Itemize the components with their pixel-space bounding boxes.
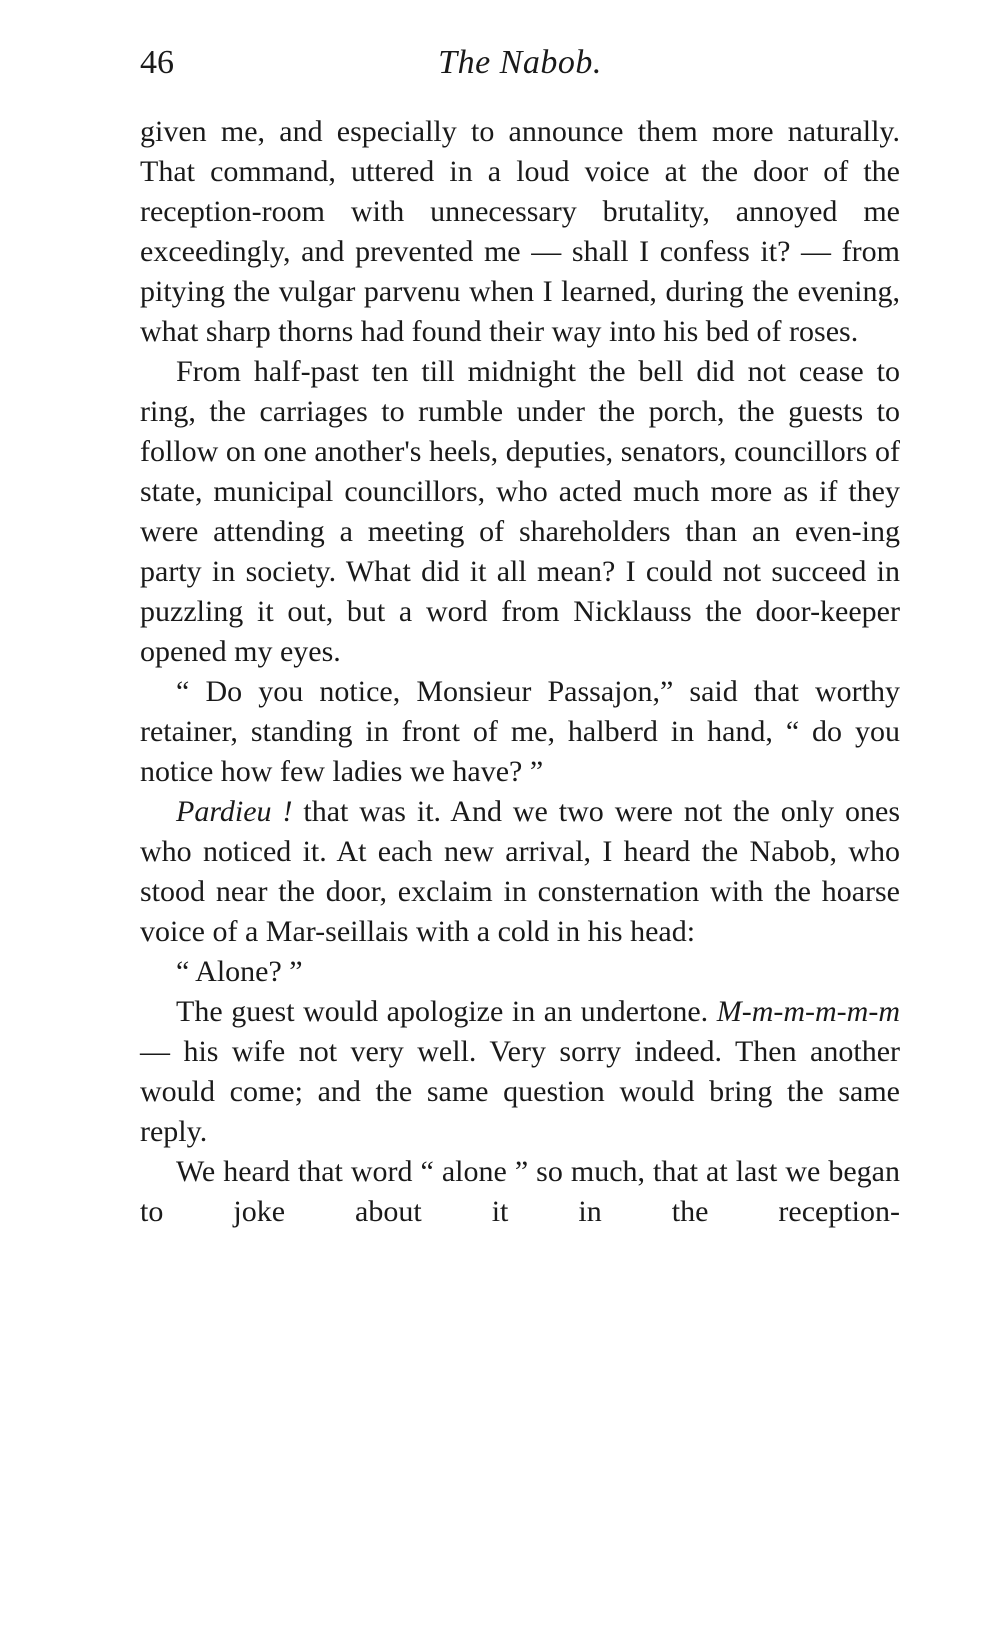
paragraph-1: given me, and especially to announce them more naturally. That command, uttered in a loud voice at the door of the reception-room with unnecessary brutality, annoyed me exceedingly, and prevented me — shall I confess it? — from pitying the vulgar parvenu when I learned, during the evening, what sharp thorns had found their way into his bed of roses. [140, 115, 900, 348]
paragraph-4-text: that was it. And we two were not the only ones who noticed it. At each new arrival, I heard the Nabob, who stood near the door, exclaim in consternation with the hoarse voice of a Mar-seillais with a cold in his head: [140, 795, 900, 948]
italic-exclamation: Pardieu ! [176, 795, 293, 828]
paragraph-7: We heard that word “ alone ” so much, that at last we began to joke about it in the reception- [140, 1155, 900, 1228]
paragraph-4 [140, 792, 900, 952]
running-title: The Nabob. [438, 44, 602, 81]
body-text [140, 112, 900, 1232]
paragraph-5: “ Alone? ” [176, 955, 303, 988]
italic-mumble: M-m-m-m-m-m [716, 995, 900, 1028]
page-header [140, 38, 900, 88]
page-number: 46 [140, 44, 174, 81]
paragraph-6 [140, 992, 900, 1152]
paragraph-6-text-after: — his wife not very well. Very sorry indeed. Then another would come; and the same question would bring the same reply. [140, 1035, 900, 1148]
paragraph-6-text-before: The guest would apologize in an undertone. [176, 995, 717, 1028]
paragraph-2: From half-past ten till midnight the bell did not cease to ring, the carriages to rumble under the porch, the guests to follow on one another's heels, deputies, senators, councillors of state, municipal councillors, who acted much more as if they were attending a meeting of shareholders than an even-ing party in society. What did it all mean? I could not succeed in puzzling it out, but a word from Nicklauss the door-keeper opened my eyes. [140, 355, 900, 668]
paragraph-3: “ Do you notice, Monsieur Passajon,” said that worthy retainer, standing in front of me, halberd in hand, “ do you notice how few ladies we have? ” [140, 675, 900, 788]
